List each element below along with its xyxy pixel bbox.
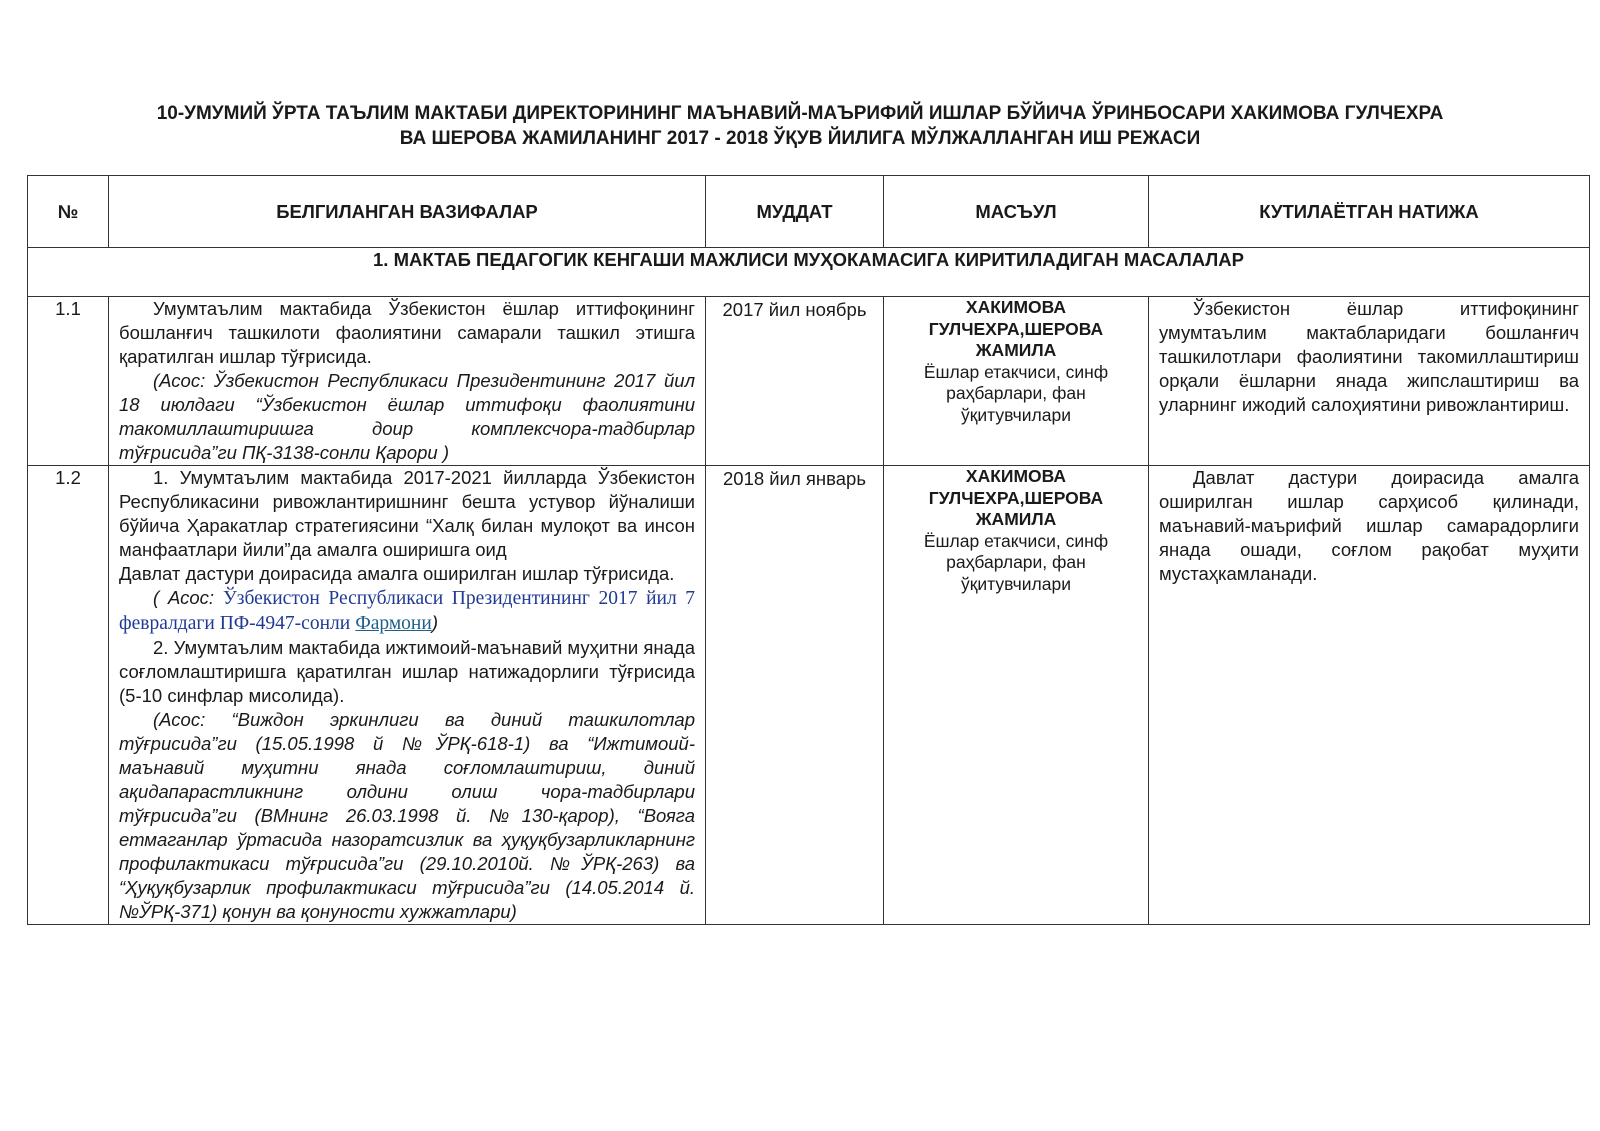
term-cell: 2017 йил ноябрь bbox=[706, 297, 884, 466]
term-cell: 2018 йил январь bbox=[706, 466, 884, 925]
result-text: Давлат дастури доирасида амалга оширилган ишлар сарҳисоб қилинади, маънавий-маърифий ишлар самарадорлиги янада ошади, соғлом рақобат муҳити мустаҳкамланади. bbox=[1159, 467, 1579, 584]
title-line-2: ВА ШЕРОВА ЖАМИЛАНИНГ 2017 - 2018 ЎҚУВ ЙИЛИГА МЎЛЖАЛЛАНГАН ИШ РЕЖАСИ bbox=[399, 128, 1201, 149]
responsible-names: ХАКИМОВА ГУЛЧЕХРА,ШЕРОВА ЖАМИЛА bbox=[928, 297, 1104, 360]
task-basis-1 bbox=[119, 586, 695, 636]
header-row bbox=[28, 176, 1590, 248]
task-cell bbox=[109, 297, 706, 466]
task-basis-2: (Асос: “Виждон эркинлиги ва диний ташкилотлар тўғрисида”ги (15.05.1998 й №ЎРҚ-618-1) ва “Ижтимоий-маънавий муҳитни янада соғломлаштириш, диний ақидапарастликнинг олдини олиш чора-тадбирлари тўғрисида”ги (ВМнинг 26.03.1998 й. №130-қарор), “Вояга етмаганлар ўртасида назоратсизлик ва ҳуқуқбузарликларнинг профилактикаси тўғрисида”ги (29.10.2010й. №ЎРҚ-263) ва “Ҳуқуқбузарлик профилактикаси тўғрисида”ги (14.05.2014 й. №ЎРҚ-371) қонун ва қонуности хужжатлари) bbox=[119, 709, 695, 922]
basis-close: ) bbox=[431, 612, 438, 633]
result-cell bbox=[1149, 297, 1590, 466]
result-text: Ўзбекистон ёшлар иттифоқининг умумтаълим мактабларидаги бошланғич ташкилотлари фаолиятини такомиллаштириш орқали ёшларни янада жипслаштириш ва уларнинг ижодий салоҳиятини ривожлантириш. bbox=[1159, 298, 1579, 415]
task-text-1: 1. Умумтаълим мактабида 2017-2021 йилларда Ўзбекистон Республикасини ривожлантиришнинг бешта устувор йўналиши бўйича Ҳаракатлар стратегиясини “Халқ билан мулоқот ва инсон манфаатлари йили”да амалга оширишга оид bbox=[119, 467, 695, 560]
decree-link[interactable]: Фармони bbox=[355, 613, 432, 634]
table-row bbox=[28, 466, 1590, 925]
section-title: 1. МАКТАБ ПЕДАГОГИК КЕНГАШИ МАЖЛИСИ МУҲОКАМАСИГА КИРИТИЛАДИГАН МАСАЛАЛАР bbox=[28, 248, 1590, 297]
header-term: МУДДАТ bbox=[706, 176, 884, 248]
section-row bbox=[28, 248, 1590, 297]
task-basis: (Асос: Ўзбекистон Республикаси Президентининг 2017 йил 18 июлдаги “Ўзбекистон ёшлар иттифоқи фаолиятини такомиллаштиришга доир комплексчора-тадбирлар тўғрисида”ги ПҚ-3138-сонли Қарори ) bbox=[119, 370, 695, 463]
result-cell bbox=[1149, 466, 1590, 925]
basis-body: Ўзбекистон Республикаси Президентининг 2017 йил 7 февралдаги ПФ-4947-сонли bbox=[119, 588, 696, 634]
work-plan-table bbox=[27, 175, 1590, 925]
task-text-2: 2. Умумтаълим мактабида ижтимоий-маънавий муҳитни янада соғломлаштиришга қаратилган ишлар натижадорлиги тўғрисида (5-10 синфлар мисолида). bbox=[119, 637, 695, 706]
row-number: 1.1 bbox=[28, 297, 109, 466]
responsible-roles: Ёшлар етакчиси, синф раҳбарлари, фан ўқитувчилари bbox=[923, 530, 1109, 594]
responsible-roles: Ёшлар етакчиси, синф раҳбарлари, фан ўқитувчилари bbox=[923, 361, 1109, 425]
task-cell bbox=[109, 466, 706, 925]
responsible-cell bbox=[884, 466, 1149, 925]
row-number: 1.2 bbox=[28, 466, 109, 925]
task-text-1b: Давлат дастури доирасида амалга оширилган ишлар тўғрисида. bbox=[119, 563, 675, 584]
title-line-1: 10-УМУМИЙ ЎРТА ТАЪЛИМ МАКТАБИ ДИРЕКТОРИНИНГ МАЪНАВИЙ-МАЪРИФИЙ ИШЛАР БЎЙИЧА ЎРИНБОСАРИ ХАКИМОВА ГУЛЧЕХРА bbox=[156, 103, 1444, 124]
task-text: Умумтаълим мактабида Ўзбекистон ёшлар иттифоқининг бошланғич ташкилоти фаолиятини самарали ташкил этишга қаратилган ишлар тўғрисида. bbox=[119, 298, 695, 367]
responsible-names: ХАКИМОВА ГУЛЧЕХРА,ШЕРОВА ЖАМИЛА bbox=[928, 466, 1104, 529]
document-title bbox=[40, 101, 1560, 151]
basis-prefix: ( Асос: bbox=[153, 587, 215, 608]
header-responsible: МАСЪУЛ bbox=[884, 176, 1149, 248]
header-num: № bbox=[28, 176, 109, 248]
header-result: КУТИЛАЁТГАН НАТИЖА bbox=[1149, 176, 1590, 248]
responsible-cell bbox=[884, 297, 1149, 466]
table-row bbox=[28, 297, 1590, 466]
header-tasks: БЕЛГИЛАНГАН ВАЗИФАЛАР bbox=[109, 176, 706, 248]
